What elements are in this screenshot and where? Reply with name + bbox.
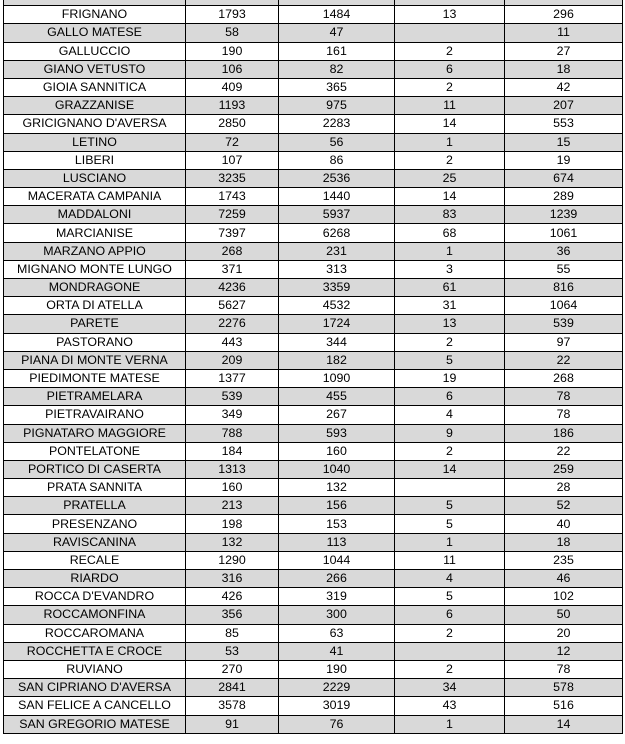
total-cell: 106 — [186, 60, 279, 78]
value-c-cell: 9 — [395, 424, 505, 442]
total-cell: 107 — [186, 151, 279, 169]
value-d-cell: 289 — [505, 188, 623, 206]
municipality-cell: LUSCIANO — [4, 169, 186, 187]
value-b-cell: 1484 — [279, 6, 395, 24]
value-c-cell: 14 — [395, 115, 505, 133]
value-c-cell: 6 — [395, 606, 505, 624]
table-row — [4, 606, 623, 624]
table-row — [4, 570, 623, 588]
table-row — [4, 533, 623, 551]
value-c-cell: 13 — [395, 315, 505, 333]
value-d-cell: 36 — [505, 242, 623, 260]
value-c-cell — [395, 642, 505, 660]
table-row — [4, 588, 623, 606]
value-d-cell: 20 — [505, 624, 623, 642]
value-c-cell: 43 — [395, 697, 505, 715]
value-b-cell: 161 — [279, 42, 395, 60]
municipality-cell: RIARDO — [4, 570, 186, 588]
value-c-cell: 1 — [395, 133, 505, 151]
value-b-cell: 190 — [279, 660, 395, 678]
table-row — [4, 115, 623, 133]
table-row — [4, 515, 623, 533]
value-c-cell: 2 — [395, 42, 505, 60]
value-c-cell: 5 — [395, 588, 505, 606]
value-d-cell: 674 — [505, 169, 623, 187]
value-d-cell: 22 — [505, 442, 623, 460]
municipality-cell: GIOIA SANNITICA — [4, 78, 186, 96]
value-c-cell: 2 — [395, 78, 505, 96]
municipality-cell: PRATELLA — [4, 497, 186, 515]
total-cell: 91 — [186, 715, 279, 733]
table-row — [4, 497, 623, 515]
table-row — [4, 333, 623, 351]
total-cell: 3235 — [186, 169, 279, 187]
value-b-cell: 5937 — [279, 206, 395, 224]
municipality-cell: ROCCAMONFINA — [4, 606, 186, 624]
value-b-cell: 1440 — [279, 188, 395, 206]
table-row — [4, 715, 623, 733]
municipality-cell: MIGNANO MONTE LUNGO — [4, 260, 186, 278]
value-c-cell: 11 — [395, 97, 505, 115]
value-d-cell: 1061 — [505, 224, 623, 242]
value-c-cell: 1 — [395, 242, 505, 260]
value-c-cell: 2 — [395, 660, 505, 678]
value-d-cell: 516 — [505, 697, 623, 715]
municipality-cell: MONDRAGONE — [4, 279, 186, 297]
value-d-cell: 1239 — [505, 206, 623, 224]
municipality-cell: PIGNATARO MAGGIORE — [4, 424, 186, 442]
total-cell: 2276 — [186, 315, 279, 333]
total-cell: 4236 — [186, 279, 279, 297]
municipality-cell: ORTA DI ATELLA — [4, 297, 186, 315]
value-c-cell: 6 — [395, 60, 505, 78]
table-row — [4, 133, 623, 151]
municipality-cell: RAVISCANINA — [4, 533, 186, 551]
value-b-cell: 2283 — [279, 115, 395, 133]
total-cell: 409 — [186, 78, 279, 96]
value-b-cell: 153 — [279, 515, 395, 533]
value-b-cell: 2229 — [279, 679, 395, 697]
table-row — [4, 242, 623, 260]
table-row — [4, 479, 623, 497]
table-row — [4, 97, 623, 115]
table-row — [4, 60, 623, 78]
value-b-cell: 1724 — [279, 315, 395, 333]
table-row — [4, 279, 623, 297]
value-d-cell: 235 — [505, 551, 623, 569]
table-row — [4, 442, 623, 460]
municipality-cell: PASTORANO — [4, 333, 186, 351]
total-cell: 539 — [186, 388, 279, 406]
value-d-cell: 539 — [505, 315, 623, 333]
total-cell: 72 — [186, 133, 279, 151]
total-cell: 1193 — [186, 97, 279, 115]
value-c-cell: 1 — [395, 715, 505, 733]
value-c-cell: 6 — [395, 388, 505, 406]
value-b-cell: 76 — [279, 715, 395, 733]
value-c-cell: 13 — [395, 6, 505, 24]
total-cell: 160 — [186, 479, 279, 497]
table-row — [4, 78, 623, 96]
value-d-cell: 46 — [505, 570, 623, 588]
municipality-cell: GRAZZANISE — [4, 97, 186, 115]
value-b-cell: 86 — [279, 151, 395, 169]
value-d-cell: 50 — [505, 606, 623, 624]
total-cell: 349 — [186, 406, 279, 424]
table-row — [4, 206, 623, 224]
municipality-cell: GRICIGNANO D'AVERSA — [4, 115, 186, 133]
table-row — [4, 151, 623, 169]
municipality-cell: FRIGNANO — [4, 6, 186, 24]
municipality-cell: MARCIANISE — [4, 224, 186, 242]
value-b-cell: 300 — [279, 606, 395, 624]
total-cell: 270 — [186, 660, 279, 678]
total-cell: 58 — [186, 24, 279, 42]
value-d-cell: 553 — [505, 115, 623, 133]
value-d-cell: 102 — [505, 588, 623, 606]
municipality-cell: MADDALONI — [4, 206, 186, 224]
value-b-cell: 313 — [279, 260, 395, 278]
total-cell: 1793 — [186, 6, 279, 24]
total-cell: 1743 — [186, 188, 279, 206]
table-row — [4, 24, 623, 42]
total-cell: 1290 — [186, 551, 279, 569]
municipality-cell: MARZANO APPIO — [4, 242, 186, 260]
value-b-cell: 1044 — [279, 551, 395, 569]
municipality-cell: PONTELATONE — [4, 442, 186, 460]
municipality-cell: SAN CIPRIANO D'AVERSA — [4, 679, 186, 697]
value-b-cell: 1040 — [279, 460, 395, 478]
total-cell: 268 — [186, 242, 279, 260]
total-cell: 5627 — [186, 297, 279, 315]
municipality-cell: RUVIANO — [4, 660, 186, 678]
municipality-cell: PIEDIMONTE MATESE — [4, 369, 186, 387]
value-b-cell: 266 — [279, 570, 395, 588]
value-b-cell: 160 — [279, 442, 395, 460]
municipality-cell: PRATA SANNITA — [4, 479, 186, 497]
total-cell: 53 — [186, 642, 279, 660]
table-row — [4, 388, 623, 406]
municipality-cell: PARETE — [4, 315, 186, 333]
value-b-cell: 3359 — [279, 279, 395, 297]
total-cell: 7397 — [186, 224, 279, 242]
table-row — [4, 424, 623, 442]
value-b-cell: 3019 — [279, 697, 395, 715]
total-cell: 371 — [186, 260, 279, 278]
value-d-cell: 40 — [505, 515, 623, 533]
value-c-cell: 3 — [395, 260, 505, 278]
value-d-cell: 97 — [505, 333, 623, 351]
municipality-cell: ROCCA D'EVANDRO — [4, 588, 186, 606]
municipality-cell: GALLUCCIO — [4, 42, 186, 60]
value-d-cell: 22 — [505, 351, 623, 369]
value-c-cell: 68 — [395, 224, 505, 242]
value-c-cell: 2 — [395, 442, 505, 460]
value-d-cell: 12 — [505, 642, 623, 660]
table-row — [4, 369, 623, 387]
value-d-cell: 18 — [505, 533, 623, 551]
municipality-cell: RECALE — [4, 551, 186, 569]
value-d-cell: 19 — [505, 151, 623, 169]
municipality-cell: PIETRAVAIRANO — [4, 406, 186, 424]
value-b-cell: 132 — [279, 479, 395, 497]
total-cell: 2850 — [186, 115, 279, 133]
municipality-cell: LIBERI — [4, 151, 186, 169]
value-b-cell: 182 — [279, 351, 395, 369]
table-row — [4, 660, 623, 678]
value-c-cell: 14 — [395, 460, 505, 478]
value-d-cell: 15 — [505, 133, 623, 151]
municipality-cell: PIETRAMELARA — [4, 388, 186, 406]
value-d-cell: 296 — [505, 6, 623, 24]
table-row — [4, 406, 623, 424]
table-row — [4, 697, 623, 715]
value-c-cell: 34 — [395, 679, 505, 697]
value-c-cell: 31 — [395, 297, 505, 315]
table-row — [4, 624, 623, 642]
value-d-cell: 28 — [505, 479, 623, 497]
table-row — [4, 169, 623, 187]
value-c-cell: 61 — [395, 279, 505, 297]
value-c-cell: 4 — [395, 406, 505, 424]
value-b-cell: 156 — [279, 497, 395, 515]
table-row — [4, 315, 623, 333]
value-b-cell: 4532 — [279, 297, 395, 315]
total-cell: 190 — [186, 42, 279, 60]
value-b-cell: 455 — [279, 388, 395, 406]
value-c-cell: 5 — [395, 515, 505, 533]
value-b-cell: 1090 — [279, 369, 395, 387]
value-c-cell: 14 — [395, 188, 505, 206]
table-row — [4, 351, 623, 369]
municipality-cell: GALLO MATESE — [4, 24, 186, 42]
data-table — [3, 0, 623, 734]
table-row — [4, 188, 623, 206]
value-c-cell: 2 — [395, 151, 505, 169]
value-d-cell: 78 — [505, 660, 623, 678]
value-b-cell: 63 — [279, 624, 395, 642]
municipality-cell: PIANA DI MONTE VERNA — [4, 351, 186, 369]
table-body — [4, 0, 623, 733]
total-cell: 184 — [186, 442, 279, 460]
total-cell: 7259 — [186, 206, 279, 224]
total-cell: 788 — [186, 424, 279, 442]
municipality-cell: ROCCAROMANA — [4, 624, 186, 642]
value-d-cell: 78 — [505, 406, 623, 424]
municipality-cell: SAN FELICE A CANCELLO — [4, 697, 186, 715]
value-d-cell: 186 — [505, 424, 623, 442]
table-row — [4, 551, 623, 569]
value-c-cell: 2 — [395, 333, 505, 351]
value-b-cell: 365 — [279, 78, 395, 96]
value-b-cell: 47 — [279, 24, 395, 42]
value-b-cell: 41 — [279, 642, 395, 660]
total-cell: 213 — [186, 497, 279, 515]
value-c-cell: 5 — [395, 351, 505, 369]
total-cell: 426 — [186, 588, 279, 606]
table-row — [4, 297, 623, 315]
value-c-cell: 25 — [395, 169, 505, 187]
value-d-cell: 578 — [505, 679, 623, 697]
value-b-cell: 231 — [279, 242, 395, 260]
table-row — [4, 42, 623, 60]
value-b-cell: 319 — [279, 588, 395, 606]
value-b-cell: 56 — [279, 133, 395, 151]
municipality-cell: PORTICO DI CASERTA — [4, 460, 186, 478]
value-d-cell: 52 — [505, 497, 623, 515]
table-row — [4, 6, 623, 24]
value-b-cell: 593 — [279, 424, 395, 442]
value-d-cell: 14 — [505, 715, 623, 733]
value-d-cell: 816 — [505, 279, 623, 297]
value-b-cell: 6268 — [279, 224, 395, 242]
municipality-cell: ROCCHETTA E CROCE — [4, 642, 186, 660]
value-d-cell: 18 — [505, 60, 623, 78]
value-c-cell: 5 — [395, 497, 505, 515]
value-c-cell — [395, 24, 505, 42]
value-d-cell: 27 — [505, 42, 623, 60]
value-c-cell: 4 — [395, 570, 505, 588]
value-b-cell: 975 — [279, 97, 395, 115]
value-b-cell: 267 — [279, 406, 395, 424]
value-c-cell — [395, 479, 505, 497]
value-d-cell: 1064 — [505, 297, 623, 315]
municipality-cell: PRESENZANO — [4, 515, 186, 533]
total-cell: 209 — [186, 351, 279, 369]
value-d-cell: 42 — [505, 78, 623, 96]
value-d-cell: 207 — [505, 97, 623, 115]
total-cell: 443 — [186, 333, 279, 351]
total-cell: 1377 — [186, 369, 279, 387]
table-row — [4, 460, 623, 478]
total-cell: 132 — [186, 533, 279, 551]
value-d-cell: 11 — [505, 24, 623, 42]
value-d-cell: 268 — [505, 369, 623, 387]
value-b-cell: 2536 — [279, 169, 395, 187]
value-b-cell: 82 — [279, 60, 395, 78]
municipality-cell: LETINO — [4, 133, 186, 151]
value-c-cell: 1 — [395, 533, 505, 551]
total-cell: 1313 — [186, 460, 279, 478]
value-c-cell: 83 — [395, 206, 505, 224]
municipality-cell: MACERATA CAMPANIA — [4, 188, 186, 206]
total-cell: 85 — [186, 624, 279, 642]
table-row — [4, 260, 623, 278]
total-cell: 198 — [186, 515, 279, 533]
value-d-cell: 259 — [505, 460, 623, 478]
table-row — [4, 679, 623, 697]
value-c-cell: 19 — [395, 369, 505, 387]
table-row — [4, 224, 623, 242]
total-cell: 2841 — [186, 679, 279, 697]
value-c-cell: 11 — [395, 551, 505, 569]
value-d-cell: 55 — [505, 260, 623, 278]
total-cell: 316 — [186, 570, 279, 588]
value-b-cell: 344 — [279, 333, 395, 351]
total-cell: 3578 — [186, 697, 279, 715]
value-c-cell: 2 — [395, 624, 505, 642]
municipality-cell: GIANO VETUSTO — [4, 60, 186, 78]
table-row — [4, 642, 623, 660]
total-cell: 356 — [186, 606, 279, 624]
value-d-cell: 78 — [505, 388, 623, 406]
value-b-cell: 113 — [279, 533, 395, 551]
municipality-cell: SAN GREGORIO MATESE — [4, 715, 186, 733]
